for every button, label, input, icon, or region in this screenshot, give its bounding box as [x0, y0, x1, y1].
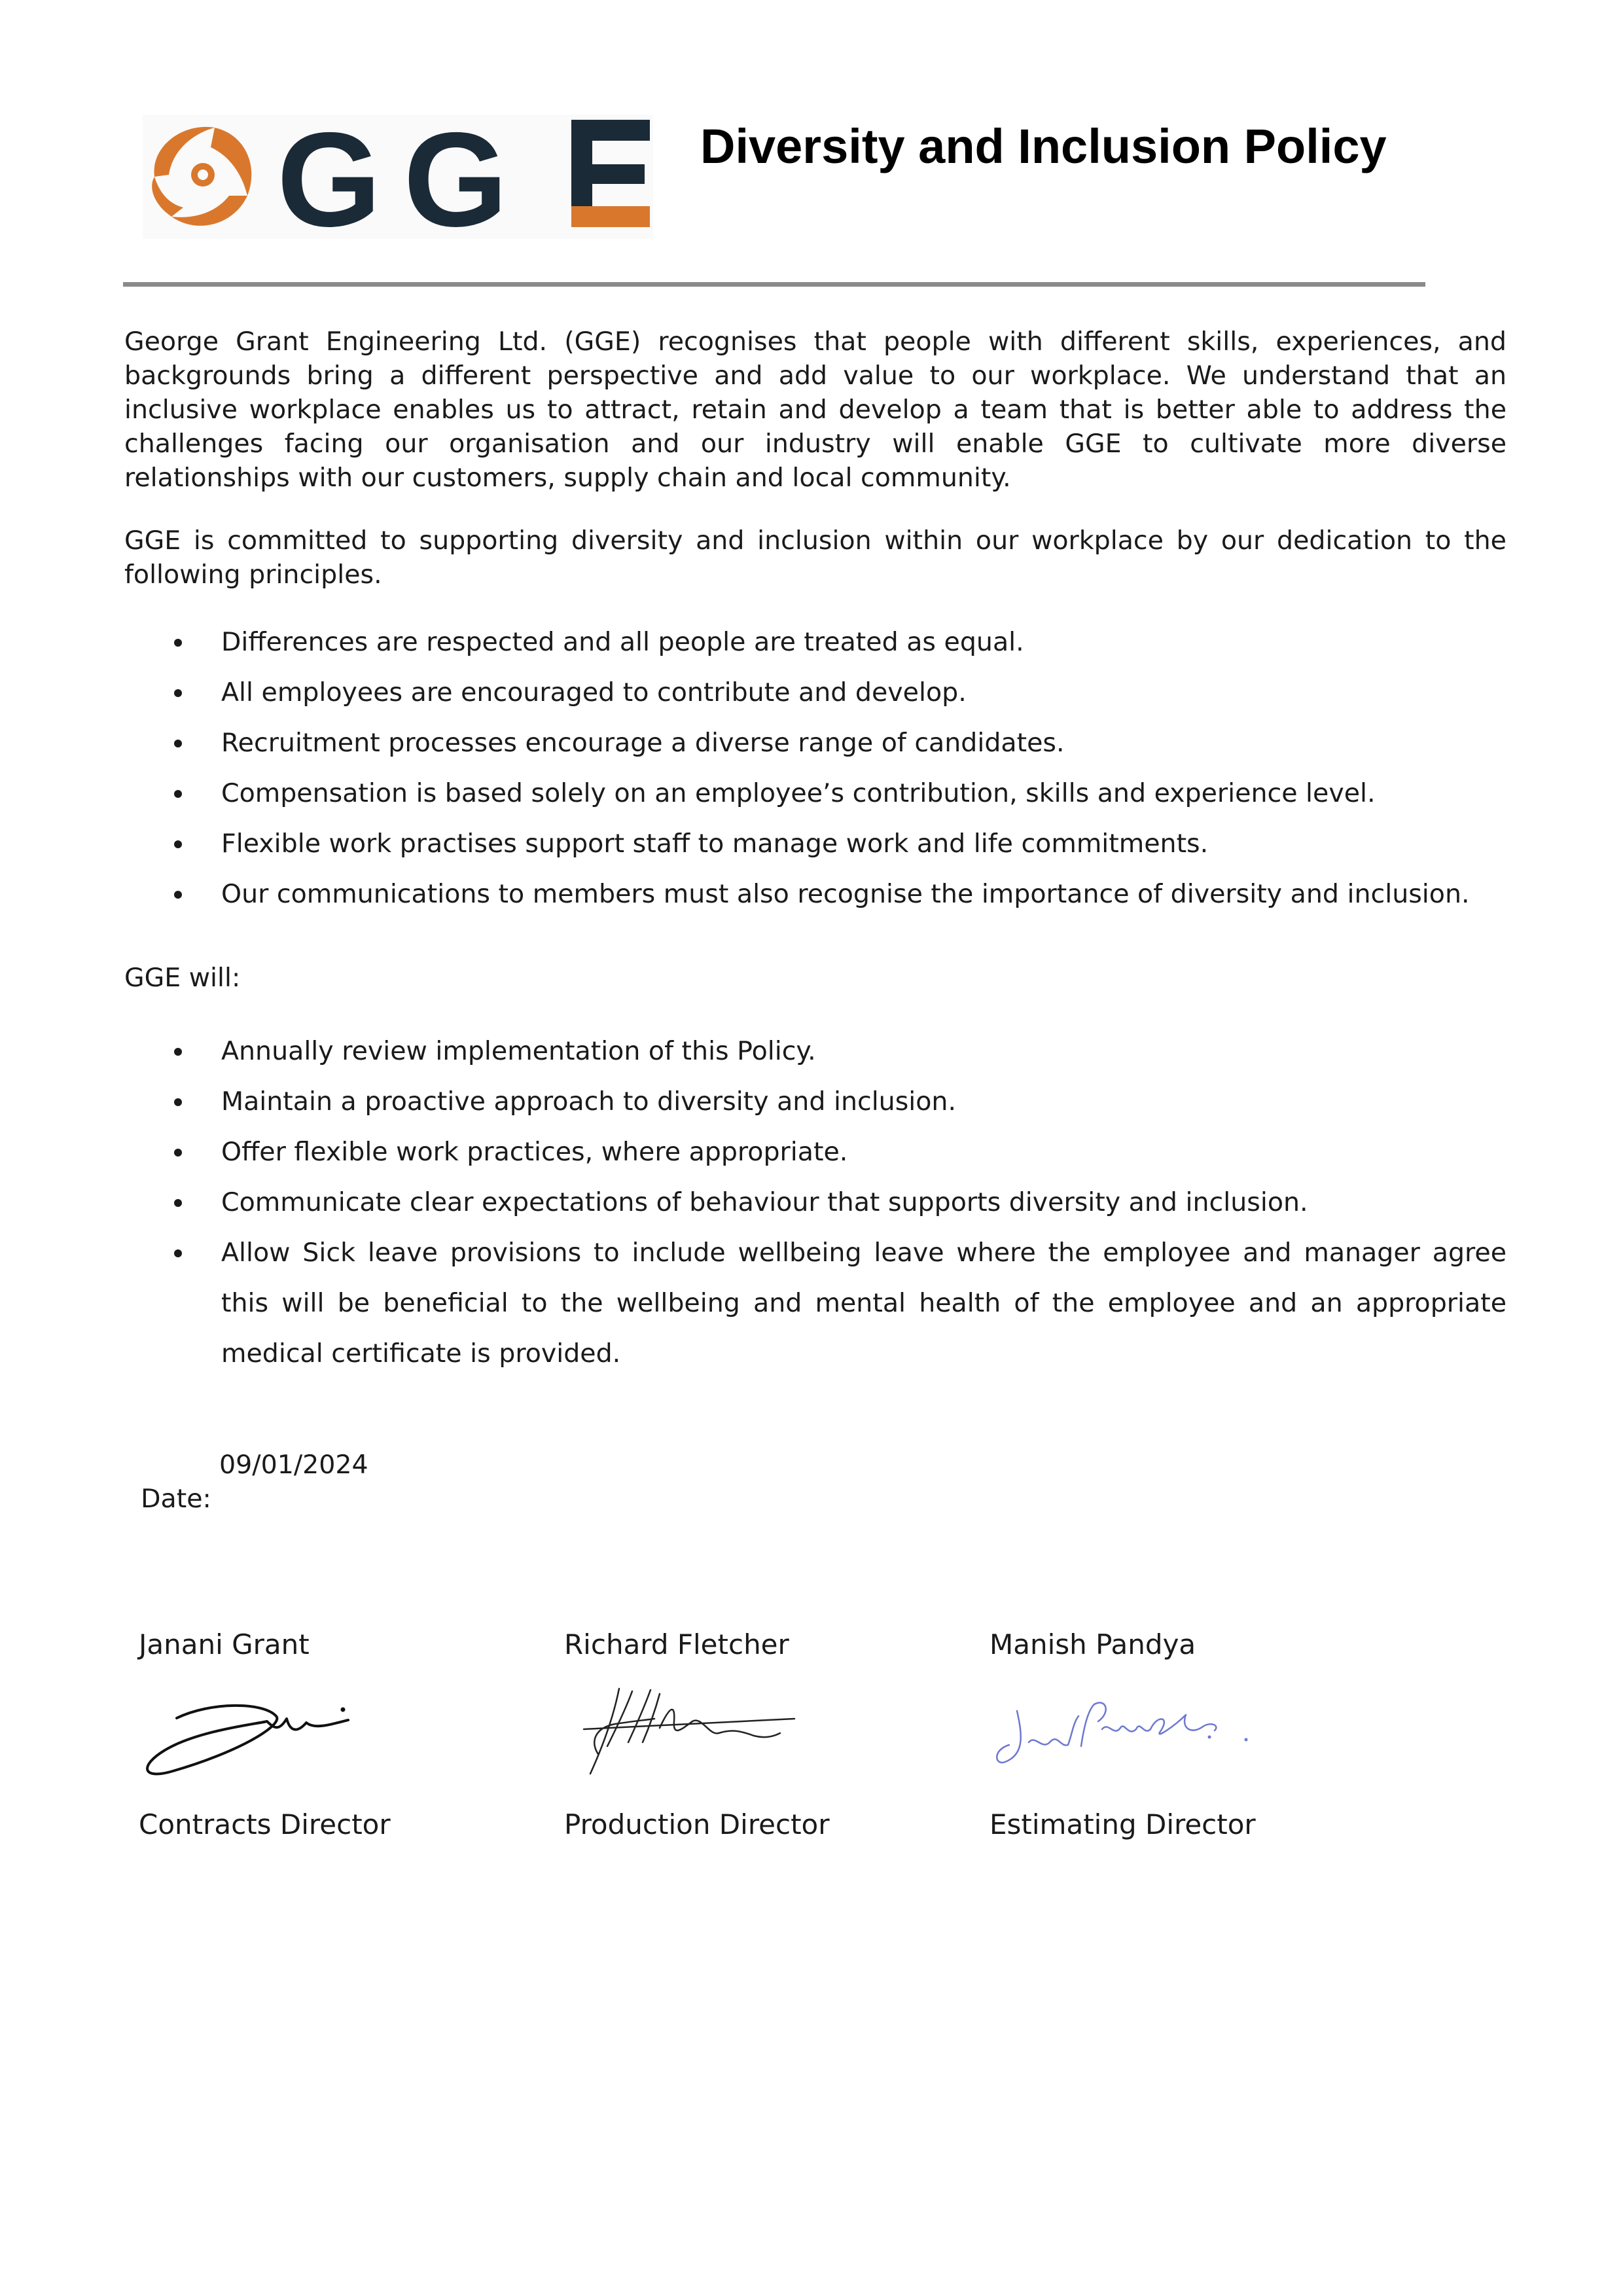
signature-richard-fletcher	[564, 1682, 800, 1780]
list-item: Annually review implementation of this Policy.	[124, 1026, 1507, 1077]
signatory-role: Contracts Director	[139, 1808, 391, 1840]
list-item: Differences are respected and all people are treated as equal.	[124, 625, 1507, 675]
signatory-role: Production Director	[564, 1808, 830, 1840]
signatory-role: Estimating Director	[990, 1808, 1256, 1840]
list-item: Maintain a proactive approach to diversity and inclusion.	[124, 1077, 1507, 1127]
date-row	[124, 1448, 368, 1550]
signatory-name: Richard Fletcher	[564, 1628, 789, 1660]
list-item: All employees are encouraged to contribute and develop.	[124, 675, 1507, 726]
gge-logo-icon	[143, 115, 653, 239]
intro-paragraph: George Grant Engineering Ltd. (GGE) recognises that people with different skills, experiences, and backgrounds bring a different perspective and add value to our workplace. We understand that an inclusive workplace enables us to attract, retain and develop a team that is better able to address the challenges facing our organisation and our industry will enable GGE to cultivate more diverse relationships with our customers, supply chain and local community.	[124, 327, 1507, 493]
svg-text:GG: GG	[277, 115, 530, 239]
actions-list	[124, 1026, 1507, 1379]
commitment-paragraph: GGE is committed to supporting diversity and inclusion within our workplace by our dedication to the following principles.	[124, 526, 1507, 590]
signature-janani-grant	[139, 1682, 355, 1780]
principles-list	[124, 625, 1507, 927]
list-item: Offer flexible work practices, where appropriate.	[124, 1127, 1507, 1177]
signatory-name: Janani Grant	[139, 1628, 310, 1660]
list-item: Flexible work practises support staff to manage work and life commitments.	[124, 827, 1507, 877]
header-divider	[123, 282, 1425, 287]
date-value: 09/01/2024	[219, 1450, 368, 1480]
signature-manish-pandya	[990, 1682, 1251, 1780]
date-label: Date:	[141, 1484, 211, 1514]
list-item: Communicate clear expectations of behaviour that supports diversity and inclusion.	[124, 1177, 1507, 1228]
list-item: Allow Sick leave provisions to include wellbeing leave where the employee and manager agree this will be beneficial to the wellbeing and mental health of the employee and an appropriate medical certificate is provided.	[124, 1228, 1507, 1379]
list-item: Compensation is based solely on an employee’s contribution, skills and experience level.	[124, 776, 1507, 827]
page-title: Diversity and Inclusion Policy	[700, 119, 1387, 173]
commitments-heading: GGE will:	[124, 963, 241, 993]
list-item: Recruitment processes encourage a diverse range of candidates.	[124, 726, 1507, 776]
list-item: Our communications to members must also recognise the importance of diversity and inclusion.	[124, 877, 1507, 927]
company-logo	[143, 115, 653, 239]
signatory-name: Manish Pandya	[990, 1628, 1196, 1660]
